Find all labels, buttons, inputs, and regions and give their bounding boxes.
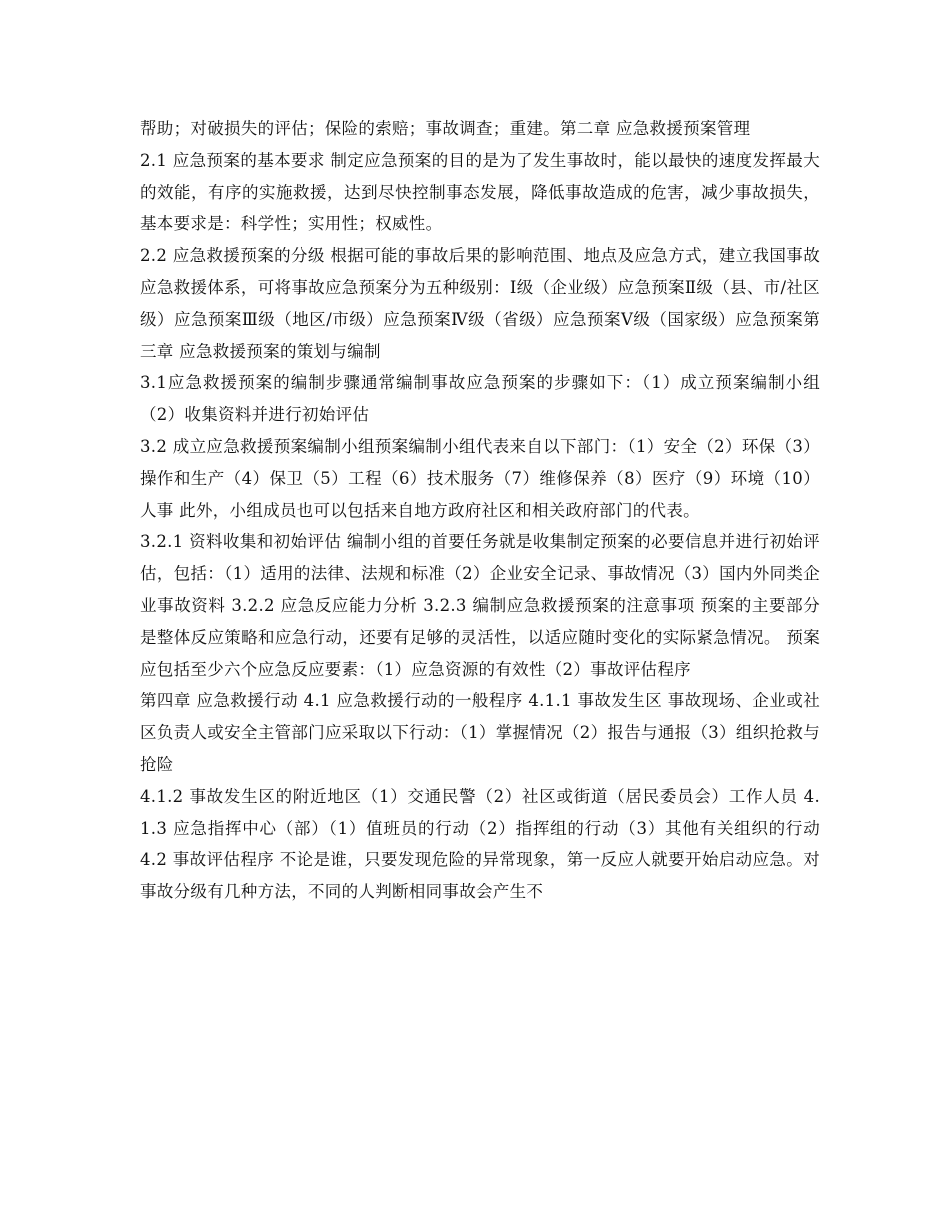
paragraph-4-1-rescue-actions: 第四章 应急救援行动 4.1 应急救援行动的一般程序 4.1.1 事故发生区 事故现场、企业或社区负责人或安全主管部门应采取以下行动：（1）掌握情况（2）报告与通报（3）组织抢救与抢险 — [140, 691, 820, 774]
document-body — [140, 113, 820, 908]
paragraph-4-1-2-nearby-areas: 4.1.2 事故发生区的附近地区（1）交通民警（2）社区或街道（居民委员会）工作人员 4.1.3 应急指挥中心（部）（1）值班员的行动（2）指挥组的行动（3）其他有关组织的行动 4.2 事故评估程序 不论是谁，只要发现危险的异常现象，第一反应人就要开始启动应急。对事故分级有几种方法，不同的人判断相同事故会产生不 — [140, 786, 820, 902]
paragraph-3-1-compilation-steps: 3.1应急救援预案的编制步骤通常编制事故应急预案的步骤如下：（1）成立预案编制小组（2）收集资料并进行初始评估 — [140, 373, 820, 425]
paragraph-2-1-basic-requirements: 2.1 应急预案的基本要求 制定应急预案的目的是为了发生事故时，能以最快的速度发挥最大的效能，有序的实施救援，达到尽快控制事态发展，降低事故造成的危害，减少事故损失，基本要求是：科学性；实用性；权威性。 — [140, 150, 820, 234]
paragraph-3-2-compilation-team: 3.2 成立应急救援预案编制小组预案编制小组代表来自以下部门：（1）安全（2）环保（3）操作和生产（4）保卫（5）工程（6）技术服务（7）维修保养（8）医疗（9）环境（10）人事 此外，小组成员也可以包括来自地方政府社区和相关政府部门的代表。 — [140, 436, 820, 520]
paragraph-3-2-1-data-collection: 3.2.1 资料收集和初始评估 编制小组的首要任务就是收集制定预案的必要信息并进行初始评估，包括：（1）适用的法律、法规和标准（2）企业安全记录、事故情况（3）国内外同类企业事故资料 3.2.2 应急反应能力分析 3.2.3 编制应急救援预案的注意事项 预案的主要部分是整体反应策略和应急行动，还要有足够的灵活性，以适应随时变化的实际紧急情况。 预案应包括至少六个应急反应要素：（1）应急资源的有效性（2）事故评估程序 — [140, 532, 820, 679]
paragraph-2-2-classification: 2.2 应急救援预案的分级 根据可能的事故后果的影响范围、地点及应急方式，建立我国事故应急救援体系，可将事故应急预案分为五种级别：Ⅰ级（企业级）应急预案Ⅱ级（县、市/社区级）应急预案Ⅲ级（地区/市级）应急预案Ⅳ级（省级）应急预案Ⅴ级（国家级）应急预案第三章 应急救援预案的策划与编制 — [140, 246, 820, 361]
paragraph-1: 帮助；对破损失的评估；保险的索赔；事故调查；重建。第二章 应急救援预案管理 — [140, 119, 751, 138]
